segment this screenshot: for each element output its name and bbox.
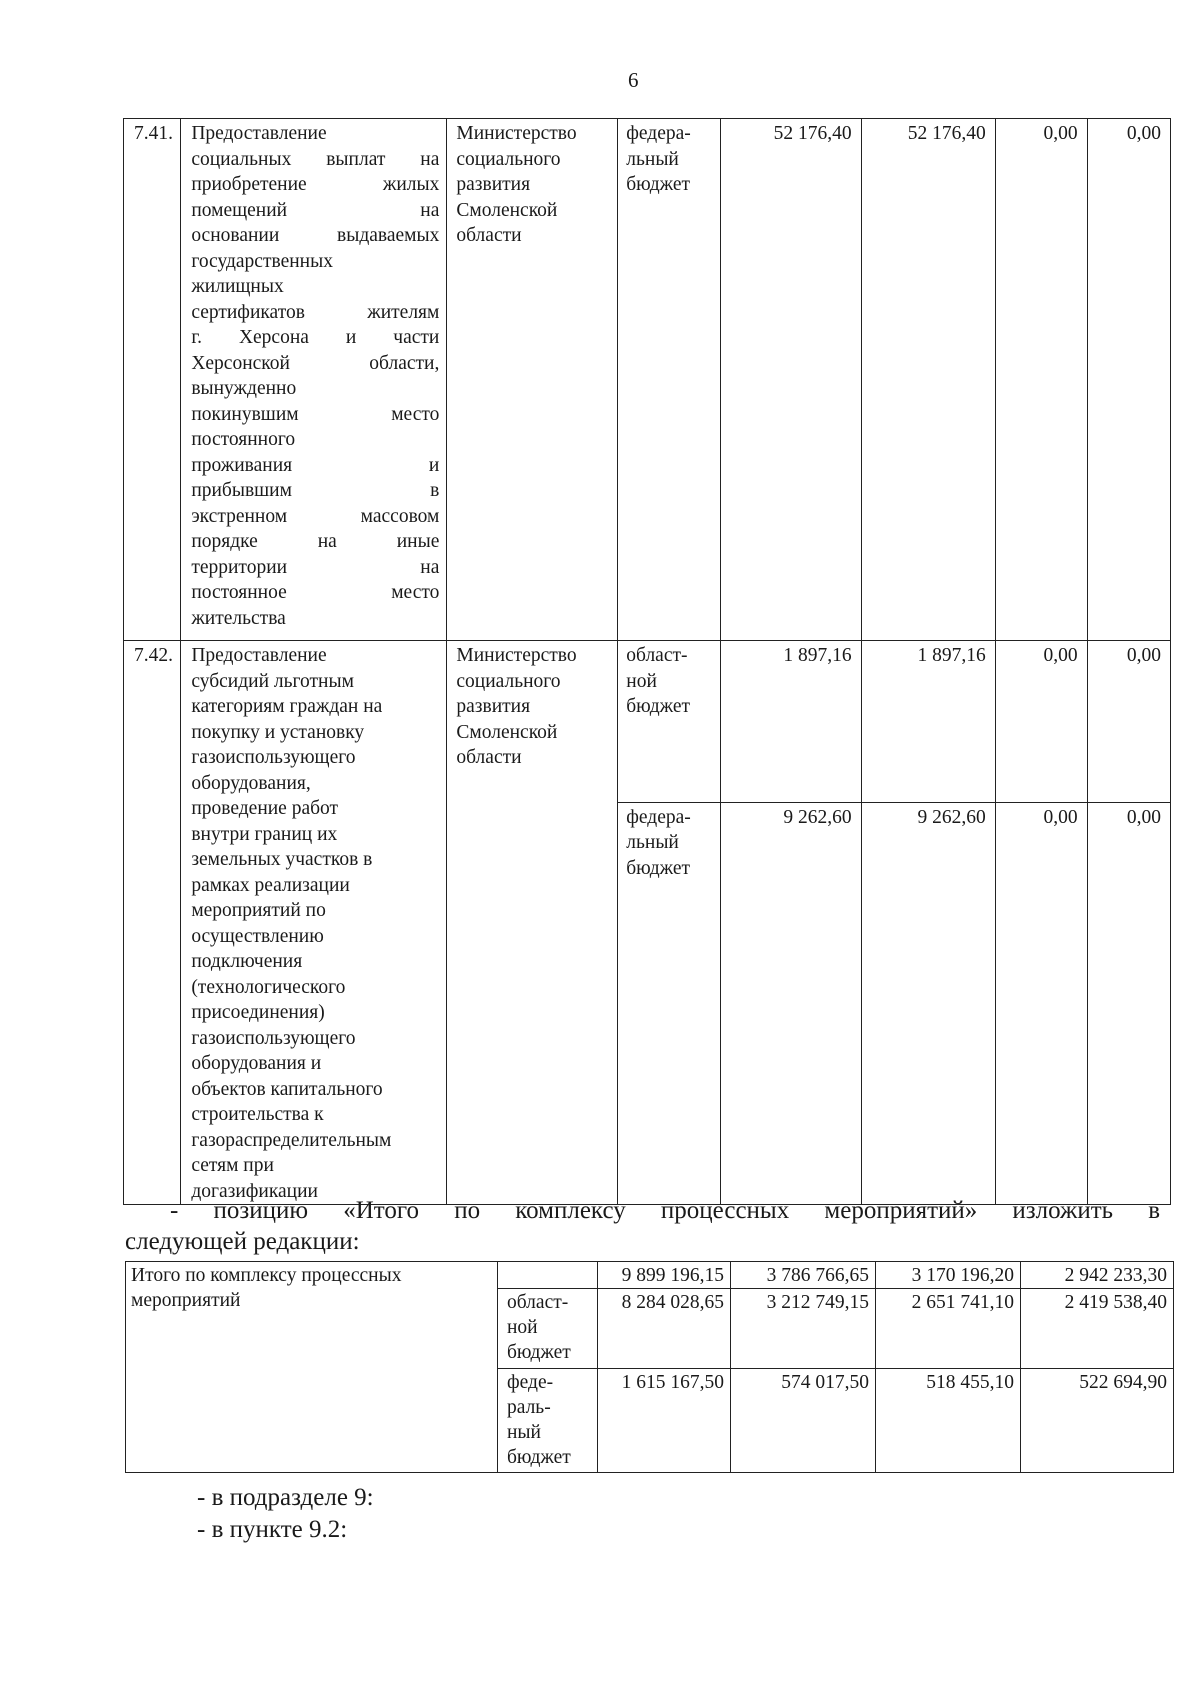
text-line: рамках реализации: [191, 874, 350, 896]
text-line: мероприятий по: [191, 900, 326, 921]
amount-year2: 2 651 741,10: [876, 1289, 1021, 1369]
amount-year1: 52 176,40: [861, 119, 995, 641]
text-line: социальных выплат на: [191, 148, 440, 170]
text-line: субсидий льготным: [191, 670, 354, 692]
amount-year3: 0,00: [1087, 641, 1170, 803]
text-line: сертификатов жителям: [191, 301, 440, 323]
amount-year3: 2 942 233,30: [1021, 1262, 1174, 1289]
table-row: [126, 1262, 1174, 1289]
budget-source: [498, 1262, 598, 1289]
bullet-line: - в подразделе 9:: [197, 1484, 374, 1511]
amount-total: 1 615 167,50: [598, 1369, 731, 1473]
text-line: территории на: [191, 556, 440, 578]
text-line: покупку и установку: [191, 721, 365, 743]
text-line: Херсонской области,: [191, 352, 440, 374]
text-line: подключения: [191, 951, 303, 972]
text-line: област-: [507, 1292, 569, 1313]
text-line: вынужденно: [191, 378, 297, 399]
text-line: проживания и: [191, 454, 440, 476]
paragraph-line: следующей редакции:: [125, 1228, 360, 1255]
executor: Министерство социального развития Смоленской области: [447, 119, 618, 641]
budget-source-text: [507, 1370, 593, 1470]
text-line: бюджет: [626, 857, 691, 879]
budget-source: [618, 641, 721, 803]
budget-source-text: [626, 805, 716, 882]
text-line: льный: [626, 832, 679, 854]
amount-year3: 522 694,90: [1021, 1369, 1174, 1473]
text-line: г. Херсона и части: [191, 327, 440, 348]
text-line: внутри границ их: [191, 823, 338, 845]
text-line: ной: [507, 1317, 538, 1338]
text-line: экстренном массовом: [191, 505, 440, 527]
text-line: постоянного: [191, 429, 296, 450]
budget-source: [498, 1289, 598, 1369]
budget-source-text: [626, 643, 716, 720]
text-line: бюджет: [626, 174, 691, 195]
row-number: 7.41.: [124, 119, 181, 641]
amount-year1: 574 017,50: [731, 1369, 876, 1473]
amount-year2: 0,00: [995, 802, 1087, 1204]
text-line: объектов капитального: [191, 1078, 383, 1100]
text-line: раль-: [507, 1397, 551, 1418]
text-line: газораспределительным: [191, 1129, 392, 1151]
text-line: приобретение жилых: [191, 174, 440, 195]
text-line: ный: [507, 1422, 541, 1443]
text-line: порядке на иные: [191, 531, 440, 552]
text-line: Предоставление: [191, 645, 327, 666]
amount-year2: 3 170 196,20: [876, 1262, 1021, 1289]
text-line: строительства к: [191, 1104, 324, 1125]
text-line: основании выдаваемых: [191, 225, 440, 246]
text-line: оборудования,: [191, 772, 311, 794]
activity-name-text: [191, 643, 439, 1204]
text-line: постоянное место: [191, 582, 440, 603]
text-line: бюджет: [626, 696, 691, 717]
text-line: присоединения): [191, 1002, 325, 1023]
text-line: газоиспользующего: [191, 1027, 356, 1049]
text-line: прибывшим в: [191, 480, 440, 501]
text-line: феде-: [507, 1372, 554, 1393]
text-line: федера-: [626, 806, 691, 828]
text-line: област-: [626, 645, 688, 666]
text-line: льный: [626, 148, 679, 170]
summary-label: Итого по комплексу процессных мероприятий: [126, 1262, 498, 1473]
text-line: жилищных: [191, 276, 284, 297]
activity-name: [181, 641, 447, 1205]
amount-total: 1 897,16: [721, 641, 862, 803]
executor: Министерство социального развития Смоленской области: [447, 641, 618, 1205]
text-line: оборудования и: [191, 1053, 322, 1074]
activity-name: [181, 119, 447, 641]
text-line: догазификации: [191, 1180, 318, 1202]
amount-year3: 0,00: [1087, 802, 1170, 1204]
text-line: осуществлению: [191, 925, 324, 947]
text-line: сетям при: [191, 1155, 274, 1176]
amount-year1: 3 786 766,65: [731, 1262, 876, 1289]
amount-year3: 0,00: [1087, 119, 1170, 641]
row-number: 7.42.: [124, 641, 181, 1205]
amount-year1: 1 897,16: [861, 641, 995, 803]
summary-table: [125, 1261, 1174, 1473]
amount-year2: 0,00: [995, 641, 1087, 803]
table-row: [124, 119, 1171, 641]
paragraph-line: - позицию «Итого по комплексу процессных мероприятий» изложить в: [170, 1197, 1160, 1224]
text-line: земельных участков в: [191, 849, 373, 870]
text-line: бюджет: [507, 1342, 571, 1363]
amount-year1: 9 262,60: [861, 802, 995, 1204]
amount-year2: 0,00: [995, 119, 1087, 641]
budget-source: [618, 802, 721, 1204]
budget-source: [618, 119, 721, 641]
text-line: категориям граждан на: [191, 696, 383, 717]
amount-total: 52 176,40: [721, 119, 862, 641]
budget-source-text: [626, 121, 716, 198]
amount-total: 8 284 028,65: [598, 1289, 731, 1369]
page-number: 6: [628, 68, 639, 92]
amount-total: 9 262,60: [721, 802, 862, 1204]
text-line: Предоставление: [191, 123, 327, 144]
text-line: проведение работ: [191, 798, 339, 819]
text-line: бюджет: [507, 1447, 571, 1468]
amount-year2: 518 455,10: [876, 1369, 1021, 1473]
text-line: государственных: [191, 250, 333, 272]
amount-total: 9 899 196,15: [598, 1262, 731, 1289]
text-line: (технологического: [191, 976, 346, 998]
amount-year3: 2 419 538,40: [1021, 1289, 1174, 1369]
text-line: ной: [626, 670, 657, 692]
budget-source-text: [507, 1290, 593, 1365]
text-line: помещений на: [191, 199, 440, 221]
bullet-line: - в пункте 9.2:: [197, 1516, 348, 1543]
text-line: покинувшим место: [191, 403, 440, 425]
text-line: газоиспользующего: [191, 747, 356, 768]
text-line: федера-: [626, 123, 691, 144]
table-row: [124, 641, 1171, 803]
activities-table: [123, 118, 1171, 1205]
amount-year1: 3 212 749,15: [731, 1289, 876, 1369]
text-line: жительства: [191, 607, 286, 629]
budget-source: [498, 1369, 598, 1473]
activity-name-text: [191, 121, 439, 631]
